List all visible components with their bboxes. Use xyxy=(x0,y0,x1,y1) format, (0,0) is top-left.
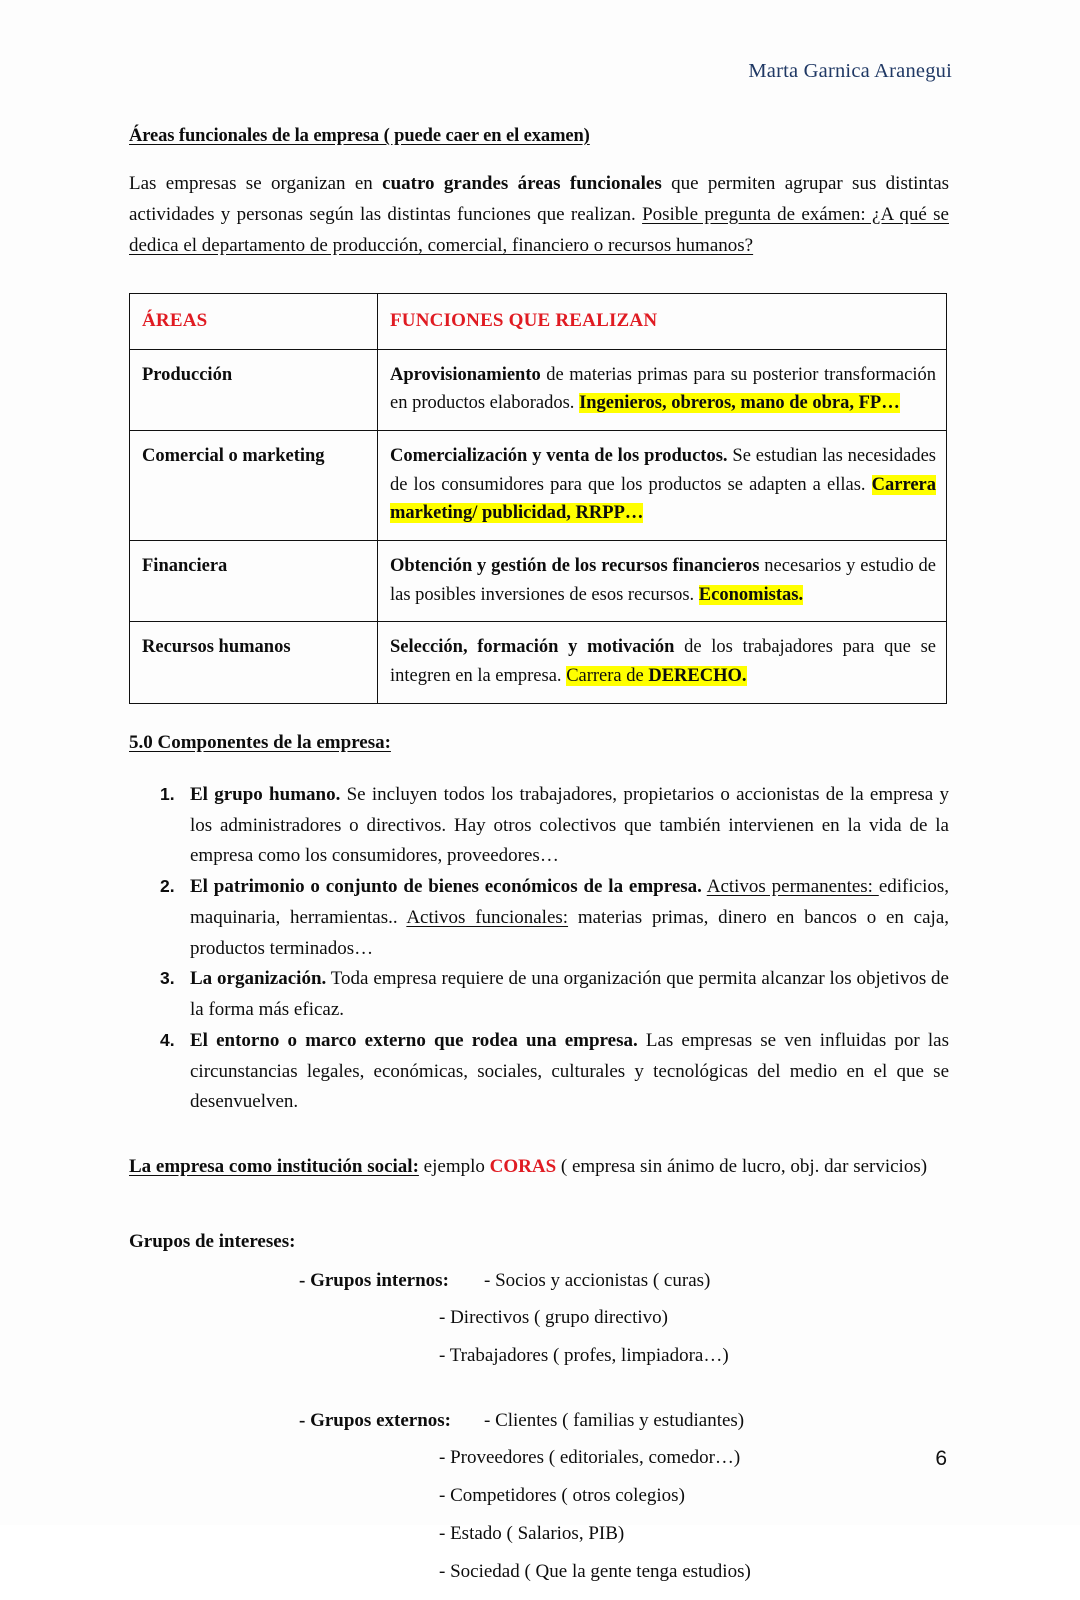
table-header-row xyxy=(130,294,947,349)
list-item-underlined-term-2: Activos funcionales: xyxy=(406,906,569,928)
external-group-row xyxy=(129,1524,949,1543)
list-item xyxy=(129,872,949,964)
components-list xyxy=(129,780,949,1118)
table-cell-area: Comercial o marketing xyxy=(130,431,378,541)
highlight-bold: Economistas. xyxy=(698,584,804,605)
function-body-text: necesarios y estudio de las posibles inversiones de esos recursos. xyxy=(390,556,936,605)
internal-groups-label: - Grupos internos: xyxy=(299,1269,449,1291)
highlighted-note xyxy=(699,585,803,605)
intro-underlined-question: Posible pregunta de exámen: ¿A qué se dedica el departamento de producción, comercial, financiero o recursos humanos? xyxy=(129,203,949,256)
intro-text-2: que permiten agrupar sus distintas actividades y personas según las distintas funciones que realizan. xyxy=(129,173,950,225)
external-groups-block xyxy=(129,1411,949,1581)
list-item-bold-lead: El grupo humano. xyxy=(190,783,341,805)
institution-mid-text: ejemplo xyxy=(418,1156,490,1178)
internal-groups-block xyxy=(129,1271,949,1365)
highlight-bold: Carrera marketing/ publicidad, RRPP… xyxy=(390,474,936,524)
table-cell-functions xyxy=(378,541,947,622)
groups-section-title: Grupos de intereses: xyxy=(129,1230,296,1252)
external-groups-label: - Grupos externos: xyxy=(299,1409,451,1431)
table-row xyxy=(130,431,947,541)
list-item-number: 3. xyxy=(160,968,175,989)
institution-example-name: CORAS xyxy=(489,1156,557,1178)
highlighted-note xyxy=(579,393,900,413)
intro-text-1: Las empresas se organizan en xyxy=(129,173,383,194)
external-group-row xyxy=(129,1448,949,1467)
external-group-item: - Estado ( Salarios, PIB) xyxy=(439,1522,625,1544)
external-group-row xyxy=(129,1486,949,1505)
list-item-text: Se incluyen todos los trabajadores, propietarios o accionistas de la empresa y los administradores o directivos. Hay otros colectivos que también intervienen en la vida de la empresa como los consumidores, proveedores… xyxy=(190,783,949,867)
internal-groups-first-row xyxy=(129,1271,949,1290)
function-lead-bold: Selección, formación y motivación xyxy=(390,637,675,658)
internal-group-item: - Trabajadores ( profes, limpiadora…) xyxy=(439,1344,729,1366)
external-group-item: - Clientes ( familias y estudiantes) xyxy=(484,1409,745,1431)
external-groups-first-row xyxy=(129,1411,949,1430)
intro-bold-phrase: cuatro grandes áreas funcionales xyxy=(382,173,662,194)
list-item xyxy=(129,1026,949,1118)
document-header-author: Marta Garnica Aranegui xyxy=(748,60,952,82)
list-item-number: 1. xyxy=(160,783,175,804)
table-cell-area: Financiera xyxy=(130,541,378,622)
list-item-bold-lead: El patrimonio o conjunto de bienes económicos de la empresa. xyxy=(190,876,702,898)
list-item-bold-lead: La organización. xyxy=(190,968,327,990)
table-row xyxy=(130,541,947,622)
table-header-functions: FUNCIONES QUE REALIZAN xyxy=(378,294,947,349)
internal-group-item: - Socios y accionistas ( curas) xyxy=(484,1269,711,1291)
components-section-title: 5.0 Componentes de la empresa: xyxy=(129,731,391,753)
table-row xyxy=(130,349,947,430)
function-lead-bold: Obtención y gestión de los recursos financieros xyxy=(390,556,760,577)
function-lead-bold: Aprovisionamiento xyxy=(390,364,541,385)
highlight-bold: DERECHO. xyxy=(648,666,747,687)
list-item xyxy=(129,964,949,1026)
external-group-item: - Competidores ( otros colegios) xyxy=(439,1484,685,1506)
list-item-number: 4. xyxy=(160,1029,175,1050)
internal-group-row xyxy=(129,1308,949,1327)
external-group-row xyxy=(129,1562,949,1581)
table-cell-area: Recursos humanos xyxy=(130,622,378,703)
list-item-text: Las empresas se ven influidas por las circunstancias legales, económicas, sociales, culturales y tecnológicas del medio en el que se desenvuelven. xyxy=(190,1029,949,1113)
institution-tail-text: ( empresa sin ánimo de lucro, obj. dar servicios) xyxy=(556,1156,928,1178)
institution-paragraph xyxy=(129,1152,949,1183)
function-lead-bold: Comercialización y venta de los productos. xyxy=(390,446,728,467)
list-item-text-mid: edificios, maquinaria, herramientas.. xyxy=(190,876,949,928)
list-item-text: Toda empresa requiere de una organización que permita alcanzar los objetivos de la forma más eficaz. xyxy=(190,968,949,1021)
internal-group-item: - Directivos ( grupo directivo) xyxy=(439,1306,668,1328)
function-body-text: de materias primas para su posterior transformación en productos elaborados. xyxy=(390,364,936,414)
table-cell-functions xyxy=(378,431,947,541)
list-item xyxy=(129,780,949,872)
internal-group-row xyxy=(129,1346,949,1365)
external-group-item: - Sociedad ( Que la gente tenga estudios) xyxy=(439,1560,751,1582)
table-header-areas: ÁREAS xyxy=(130,294,378,349)
highlighted-note xyxy=(566,666,746,686)
highlight-plain: Carrera de xyxy=(566,666,649,687)
list-item-text-tail: materias primas, dinero en bancos o en caja, productos terminados… xyxy=(190,906,949,959)
list-item-underlined-term-1: Activos permanentes: xyxy=(706,876,879,898)
table-cell-functions xyxy=(378,622,947,703)
table-cell-functions xyxy=(378,349,947,430)
list-item-number: 2. xyxy=(160,876,175,897)
external-group-item: - Proveedores ( editoriales, comedor…) xyxy=(439,1446,741,1468)
areas-functions-table xyxy=(129,293,947,703)
institution-underlined-heading: La empresa como institución social: xyxy=(129,1156,419,1178)
table-cell-area: Producción xyxy=(130,349,378,430)
intro-paragraph xyxy=(129,169,949,261)
function-body-text: de los trabajadores para que se integren en la empresa. xyxy=(390,637,936,687)
table-row xyxy=(130,622,947,703)
function-body-text: Se estudian las necesidades de los consumidores para que los productos se adapten a ellas. xyxy=(390,446,937,495)
list-item-bold-lead: El entorno o marco externo que rodea una empresa. xyxy=(190,1029,638,1051)
page-number: 6 xyxy=(935,1447,947,1470)
highlight-bold: Ingenieros, obreros, mano de obra, FP… xyxy=(579,393,900,414)
document-content xyxy=(129,126,949,1600)
page-title: Áreas funcionales de la empresa ( puede caer en el examen) xyxy=(129,126,590,146)
